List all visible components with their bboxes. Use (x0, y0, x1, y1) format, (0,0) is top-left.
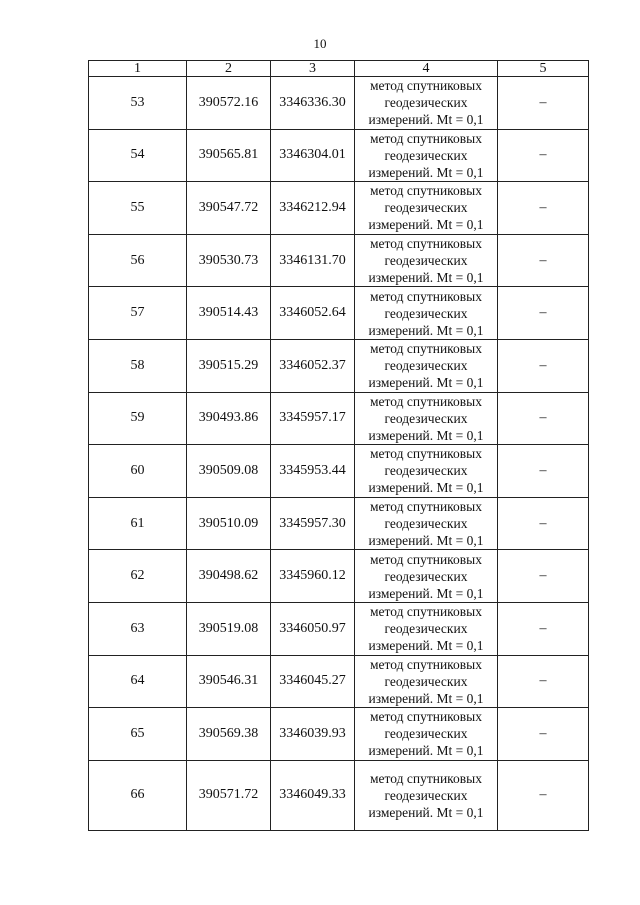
method-line-3: измерений. Mt = 0,1 (368, 270, 484, 286)
column-5-value: – (498, 287, 589, 340)
method-description (355, 339, 498, 392)
y-coordinate: 3346049.33 (271, 760, 355, 830)
y-coordinate: 3346304.01 (271, 129, 355, 182)
method-description (355, 497, 498, 550)
method-line-3: измерений. Mt = 0,1 (368, 217, 484, 233)
column-5-value: – (498, 339, 589, 392)
header-row (89, 61, 589, 77)
method-line-1: метод спутниковых (370, 770, 482, 786)
method-line-2: геодезических (384, 358, 468, 374)
point-number: 61 (89, 497, 187, 550)
method-line-2: геодезических (384, 726, 468, 742)
x-coordinate: 390572.16 (187, 77, 271, 130)
x-coordinate: 390509.08 (187, 445, 271, 498)
method-description (355, 287, 498, 340)
y-coordinate: 3345960.12 (271, 550, 355, 603)
column-5-value: – (498, 77, 589, 130)
method-line-2: геодезических (384, 253, 468, 269)
method-line-3: измерений. Mt = 0,1 (368, 480, 484, 496)
column-5-value: – (498, 392, 589, 445)
method-line-2: геодезических (384, 410, 468, 426)
point-number: 53 (89, 77, 187, 130)
table-row (89, 392, 589, 445)
header-col-4: 4 (355, 61, 498, 77)
method-line-1: метод спутниковых (370, 551, 482, 567)
method-line-3: измерений. Mt = 0,1 (368, 427, 484, 443)
table-header (89, 61, 589, 77)
method-line-3: измерений. Mt = 0,1 (368, 112, 484, 128)
y-coordinate: 3345953.44 (271, 445, 355, 498)
method-line-2: геодезических (384, 787, 468, 803)
table-row (89, 445, 589, 498)
table-row (89, 497, 589, 550)
point-number: 57 (89, 287, 187, 340)
header-col-1: 1 (89, 61, 187, 77)
column-5-value: – (498, 760, 589, 830)
x-coordinate: 390530.73 (187, 234, 271, 287)
point-number: 64 (89, 655, 187, 708)
y-coordinate: 3346050.97 (271, 602, 355, 655)
table-row (89, 339, 589, 392)
x-coordinate: 390498.62 (187, 550, 271, 603)
x-coordinate: 390514.43 (187, 287, 271, 340)
method-line-1: метод спутниковых (370, 446, 482, 462)
method-line-1: метод спутниковых (370, 183, 482, 199)
y-coordinate: 3345957.17 (271, 392, 355, 445)
table-row (89, 129, 589, 182)
point-number: 63 (89, 602, 187, 655)
y-coordinate: 3346052.37 (271, 339, 355, 392)
method-line-2: геодезических (384, 147, 468, 163)
point-number: 60 (89, 445, 187, 498)
point-number: 65 (89, 708, 187, 761)
y-coordinate: 3346052.64 (271, 287, 355, 340)
table-row (89, 708, 589, 761)
method-line-1: метод спутниковых (370, 656, 482, 672)
method-description (355, 129, 498, 182)
method-line-2: геодезических (384, 305, 468, 321)
method-line-1: метод спутниковых (370, 288, 482, 304)
method-line-3: измерений. Mt = 0,1 (368, 638, 484, 654)
point-number: 62 (89, 550, 187, 603)
table-row (89, 287, 589, 340)
x-coordinate: 390510.09 (187, 497, 271, 550)
method-line-2: геодезических (384, 621, 468, 637)
column-5-value: – (498, 234, 589, 287)
method-description (355, 708, 498, 761)
method-description (355, 550, 498, 603)
method-line-1: метод спутниковых (370, 604, 482, 620)
method-line-3: измерений. Mt = 0,1 (368, 743, 484, 759)
y-coordinate: 3346212.94 (271, 182, 355, 235)
y-coordinate: 3345957.30 (271, 497, 355, 550)
table-row (89, 182, 589, 235)
point-number: 58 (89, 339, 187, 392)
point-number: 66 (89, 760, 187, 830)
x-coordinate: 390515.29 (187, 339, 271, 392)
method-line-1: метод спутниковых (370, 78, 482, 94)
column-5-value: – (498, 445, 589, 498)
column-5-value: – (498, 655, 589, 708)
method-line-3: измерений. Mt = 0,1 (368, 690, 484, 706)
coordinates-table (88, 60, 589, 831)
point-number: 59 (89, 392, 187, 445)
method-line-2: геодезических (384, 673, 468, 689)
page-number: 10 (313, 36, 327, 51)
method-description (355, 602, 498, 655)
method-description (355, 445, 498, 498)
column-5-value: – (498, 550, 589, 603)
table-row (89, 760, 589, 830)
method-line-3: измерений. Mt = 0,1 (368, 804, 484, 820)
table-row (89, 77, 589, 130)
table-row (89, 602, 589, 655)
x-coordinate: 390519.08 (187, 602, 271, 655)
method-line-3: измерений. Mt = 0,1 (368, 164, 484, 180)
method-description (355, 182, 498, 235)
table-row (89, 655, 589, 708)
method-line-2: геодезических (384, 200, 468, 216)
method-description (355, 760, 498, 830)
method-description (355, 234, 498, 287)
x-coordinate: 390565.81 (187, 129, 271, 182)
method-line-1: метод спутниковых (370, 709, 482, 725)
x-coordinate: 390571.72 (187, 760, 271, 830)
y-coordinate: 3346336.30 (271, 77, 355, 130)
column-5-value: – (498, 129, 589, 182)
method-description (355, 392, 498, 445)
x-coordinate: 390547.72 (187, 182, 271, 235)
method-line-3: измерений. Mt = 0,1 (368, 375, 484, 391)
column-5-value: – (498, 708, 589, 761)
column-5-value: – (498, 182, 589, 235)
table-body (89, 77, 589, 831)
method-line-2: геодезических (384, 463, 468, 479)
header-col-2: 2 (187, 61, 271, 77)
method-line-1: метод спутниковых (370, 130, 482, 146)
column-5-value: – (498, 602, 589, 655)
y-coordinate: 3346045.27 (271, 655, 355, 708)
y-coordinate: 3346039.93 (271, 708, 355, 761)
method-line-1: метод спутниковых (370, 236, 482, 252)
method-line-3: измерений. Mt = 0,1 (368, 533, 484, 549)
x-coordinate: 390546.31 (187, 655, 271, 708)
x-coordinate: 390493.86 (187, 392, 271, 445)
point-number: 55 (89, 182, 187, 235)
method-description (355, 77, 498, 130)
table-row (89, 550, 589, 603)
x-coordinate: 390569.38 (187, 708, 271, 761)
point-number: 56 (89, 234, 187, 287)
header-col-5: 5 (498, 61, 589, 77)
method-line-2: геодезических (384, 568, 468, 584)
method-line-1: метод спутниковых (370, 393, 482, 409)
method-line-2: геодезических (384, 95, 468, 111)
method-line-1: метод спутниковых (370, 499, 482, 515)
method-description (355, 655, 498, 708)
y-coordinate: 3346131.70 (271, 234, 355, 287)
method-line-3: измерений. Mt = 0,1 (368, 585, 484, 601)
header-col-3: 3 (271, 61, 355, 77)
method-line-1: метод спутниковых (370, 341, 482, 357)
point-number: 54 (89, 129, 187, 182)
method-line-2: геодезических (384, 516, 468, 532)
table-row (89, 234, 589, 287)
column-5-value: – (498, 497, 589, 550)
method-line-3: измерений. Mt = 0,1 (368, 322, 484, 338)
